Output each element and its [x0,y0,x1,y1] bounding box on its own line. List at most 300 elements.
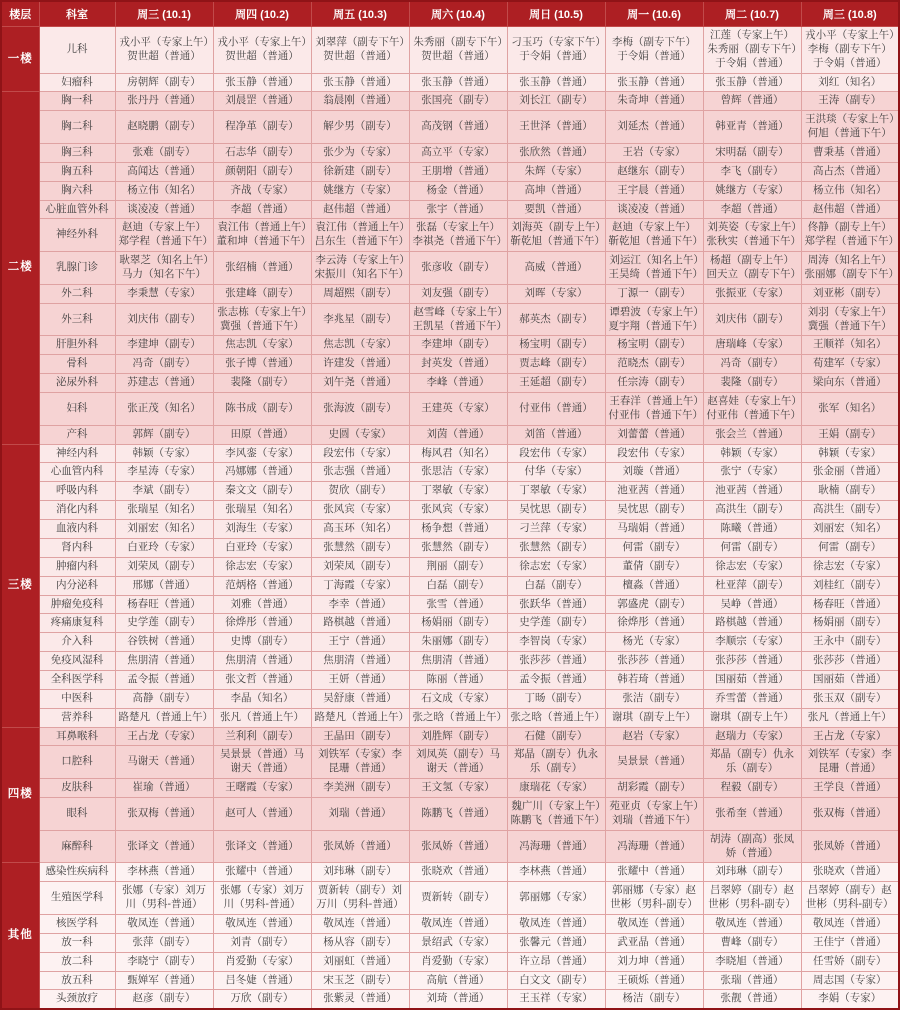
schedule-cell: 程毅（副专） [703,779,801,798]
schedule-cell: 李峰（普通） [409,374,507,393]
schedule-cell: 郝英杰（副专） [507,303,605,336]
schedule-cell: 贾新转（副专） [409,882,507,915]
department-name: 皮肤科 [39,779,115,798]
schedule-cell: 甄婵军（普通） [115,971,213,990]
schedule-cell: 翁晨刚（普通） [311,92,409,111]
department-name: 胸五科 [39,162,115,181]
schedule-cell: 王顺祥（知名） [801,336,899,355]
schedule-cell: 张难（副专） [115,144,213,163]
schedule-cell: 刘运江（知名上午）王昊绮（普通下午） [605,252,703,285]
schedule-cell: 杨光（专家） [605,633,703,652]
schedule-cell: 刘玮琳（副专） [311,863,409,882]
column-header-3: 周四 (10.2) [213,1,311,27]
schedule-cell: 张欣然（普通） [507,144,605,163]
schedule-cell: 刘庆伟（副专） [115,303,213,336]
schedule-cell: 段宏伟（专家） [311,444,409,463]
schedule-cell: 杨宝明（副专） [507,336,605,355]
department-name: 中医科 [39,689,115,708]
department-name: 消化内科 [39,501,115,520]
schedule-cell: 冯海珊（普通） [605,830,703,863]
schedule-cell: 戎小平（专家上午）贺世超（普通） [115,27,213,74]
schedule-cell: 高威（普通） [507,252,605,285]
schedule-cell: 敬凤连（普通） [115,914,213,933]
floor-label: 二楼 [1,92,39,444]
schedule-cell: 史博（副专） [213,633,311,652]
schedule-cell: 刘丽虹（普通） [311,952,409,971]
schedule-cell: 杨宝明（副专） [605,336,703,355]
table-row [1,463,899,482]
schedule-cell: 程净革（副专） [213,111,311,144]
table-row [1,111,899,144]
schedule-cell: 苑亚贞（专家上午）刘瑞（普通下午） [605,797,703,830]
schedule-cell: 刘午尧（普通） [311,374,409,393]
schedule-cell: 王占龙（专家） [115,727,213,746]
schedule-cell: 王文氢（专家） [409,779,507,798]
schedule-cell: 张风宾（专家） [409,501,507,520]
schedule-cell: 张玉静（普通） [507,73,605,92]
header-row [1,1,899,27]
department-name: 胸三科 [39,144,115,163]
schedule-cell: 吕冬婕（普通） [213,971,311,990]
schedule-cell: 谈凌凌（普通） [115,200,213,219]
schedule-cell: 李林燕（普通） [115,863,213,882]
column-header-5: 周六 (10.4) [409,1,507,27]
schedule-cell: 冯娜娜（普通） [213,463,311,482]
schedule-cell: 赵晓鹏（副专） [115,111,213,144]
department-name: 儿科 [39,27,115,74]
schedule-cell: 刘丽宏（知名） [115,520,213,539]
schedule-cell: 冯奇（副专） [115,355,213,374]
schedule-cell: 张之晗（普通上午） [409,708,507,727]
schedule-cell: 张莎莎（普通） [801,652,899,671]
schedule-cell: 丁翠敏（专家） [409,482,507,501]
schedule-cell: 郭丽娜（专家） [507,882,605,915]
schedule-cell: 王春洋（普通上午）付亚伟（普通下午） [605,393,703,426]
schedule-cell: 丁翠敏（专家） [507,482,605,501]
table-row [1,952,899,971]
department-name: 神经内科 [39,444,115,463]
table-row [1,914,899,933]
schedule-cell: 丁源一（副专） [605,284,703,303]
schedule-cell: 张振亚（专家） [703,284,801,303]
schedule-cell: 檀淼（普通） [605,576,703,595]
schedule-cell: 王妍（普通） [311,670,409,689]
schedule-cell: 裴隆（副专） [213,374,311,393]
column-header-4: 周五 (10.3) [311,1,409,27]
schedule-cell: 王世泽（普通） [507,111,605,144]
schedule-cell: 杨春旺（普通） [115,595,213,614]
schedule-cell: 张希奎（普通） [703,797,801,830]
schedule-cell: 王延超（副专） [507,374,605,393]
schedule-cell: 贾志峰（副专） [507,355,605,374]
schedule-cell: 刘蕾蕾（普通） [605,425,703,444]
schedule-cell: 杜亚萍（副专） [703,576,801,595]
schedule-cell: 杨立伟（知名） [801,181,899,200]
schedule-cell: 李智岗（专家） [507,633,605,652]
schedule-cell: 张瑞星（知名） [213,501,311,520]
schedule-cell: 赵雪峰（专家上午）王凯星（普通下午） [409,303,507,336]
schedule-cell: 徐志宏（专家） [507,557,605,576]
schedule-cell: 张娜（专家）刘万川（男科-普通） [115,882,213,915]
table-row [1,882,899,915]
department-name: 骨科 [39,355,115,374]
schedule-cell: 高占杰（普通） [801,162,899,181]
schedule-cell: 韩颖（专家） [801,444,899,463]
schedule-cell: 贾新转（副专）刘万川（男科-普通） [311,882,409,915]
schedule-cell: 张慧然（副专） [507,538,605,557]
schedule-cell: 袁江伟（普通上午）董和坤（普通下午） [213,219,311,252]
schedule-cell: 敬凤连（普通） [605,914,703,933]
schedule-cell: 魏广川（专家上午）陈鹏飞（普通下午） [507,797,605,830]
schedule-cell: 韩颖（专家） [115,444,213,463]
schedule-cell: 李幸（普通） [311,595,409,614]
schedule-cell: 刘羽（专家上午）冀强（普通下午） [801,303,899,336]
schedule-cell: 张子博（普通） [213,355,311,374]
schedule-cell: 贺欣（副专） [311,482,409,501]
schedule-cell: 张耀中（普通） [213,863,311,882]
schedule-cell: 刘晨罡（普通） [213,92,311,111]
schedule-cell: 李斌（副专） [115,482,213,501]
schedule-cell: 张凡（普通上午） [801,708,899,727]
schedule-cell: 王建英（专家） [409,393,507,426]
schedule-cell: 张晓欢（普通） [801,863,899,882]
schedule-cell: 荀建军（专家） [801,355,899,374]
schedule-cell: 刘铁军（专家）李昆珊（普通） [801,746,899,779]
schedule-cell: 刘胜辉（副专） [409,727,507,746]
schedule-cell: 丁旸（副专） [507,689,605,708]
schedule-cell: 赵瑞力（专家） [703,727,801,746]
schedule-cell: 高洪生（副专） [703,501,801,520]
schedule-cell: 张玉静（普通） [703,73,801,92]
table-row [1,797,899,830]
schedule-cell: 赵可人（普通） [213,797,311,830]
schedule-cell: 封英发（普通） [409,355,507,374]
schedule-cell: 张丹丹（普通） [115,92,213,111]
department-name: 麻醉科 [39,830,115,863]
schedule-cell: 刘璇（普通） [605,463,703,482]
schedule-cell: 范炳格（普通） [213,576,311,595]
department-name: 内分泌科 [39,576,115,595]
schedule-cell: 李建坤（副专） [115,336,213,355]
schedule-cell: 万欣（副专） [213,990,311,1009]
department-name: 神经外科 [39,219,115,252]
schedule-cell: 邢娜（普通） [115,576,213,595]
schedule-cell: 石健（副专） [507,727,605,746]
schedule-cell: 杨争想（普通） [409,520,507,539]
schedule-cell: 张玉双（副专） [801,689,899,708]
schedule-cell: 秦文文（副专） [213,482,311,501]
schedule-cell: 史学莲（副专） [115,614,213,633]
schedule-cell: 张跃华（普通） [507,595,605,614]
schedule-cell: 周涛（知名上午）张丽娜（副专下午） [801,252,899,285]
table-row [1,971,899,990]
schedule-cell: 焦朋清（普通） [115,652,213,671]
schedule-cell: 吴忱思（副专） [605,501,703,520]
schedule-cell: 任宗涛（副专） [605,374,703,393]
schedule-cell: 王晶田（副专） [311,727,409,746]
schedule-cell: 陈曦（普通） [703,520,801,539]
department-name: 核医学科 [39,914,115,933]
schedule-cell: 张军（知名） [801,393,899,426]
schedule-cell: 刘铁军（专家）李昆珊（普通） [311,746,409,779]
schedule-cell: 王涛（副专） [801,92,899,111]
schedule-cell: 张莎莎（普通） [605,652,703,671]
schedule-cell: 张洁（副专） [605,689,703,708]
table-row [1,933,899,952]
schedule-cell: 张译文（普通） [115,830,213,863]
department-name: 肿瘤免疫科 [39,595,115,614]
department-name: 妇瘤科 [39,73,115,92]
table-row [1,181,899,200]
schedule-cell: 刘红（知名） [801,73,899,92]
schedule-cell: 李兆星（副专） [311,303,409,336]
schedule-cell: 王学良（普通） [801,779,899,798]
schedule-cell: 王岩（专家） [605,144,703,163]
schedule-cell: 冯海珊（普通） [507,830,605,863]
schedule-cell: 李建坤（副专） [409,336,507,355]
schedule-cell: 徐烨彤（普通） [605,614,703,633]
schedule-cell: 张慧然（副专） [409,538,507,557]
schedule-cell: 段宏伟（专家） [605,444,703,463]
schedule-cell: 佟静（副专上午）郑学程（普通下午） [801,219,899,252]
schedule-cell: 付亚伟（普通） [507,393,605,426]
schedule-cell: 周志国（专家） [801,971,899,990]
column-header-9: 周三 (10.8) [801,1,899,27]
schedule-cell: 房朝辉（副专） [115,73,213,92]
schedule-cell: 徐烨彤（普通） [213,614,311,633]
schedule-cell: 苏建志（普通） [115,374,213,393]
table-row [1,252,899,285]
column-header-0: 楼层 [1,1,39,27]
schedule-cell: 何雷（副专） [703,538,801,557]
schedule-cell: 史学莲（副专） [507,614,605,633]
schedule-cell: 焦朋清（普通） [311,652,409,671]
schedule-cell: 张慧然（副专） [311,538,409,557]
schedule-cell: 赵岩（专家） [605,727,703,746]
table-row [1,652,899,671]
schedule-cell: 国丽茹（普通） [703,670,801,689]
department-name: 耳鼻喉科 [39,727,115,746]
schedule-cell: 景绍武（专家） [409,933,507,952]
table-row [1,162,899,181]
department-name: 胸一科 [39,92,115,111]
schedule-cell: 敬凤连（普通） [703,914,801,933]
schedule-cell: 张凤娇（普通） [409,830,507,863]
table-row [1,689,899,708]
table-row [1,863,899,882]
schedule-cell: 张之晗（普通上午） [507,708,605,727]
table-row [1,990,899,1009]
department-name: 肿瘤内科 [39,557,115,576]
schedule-cell: 高立平（专家） [409,144,507,163]
schedule-cell: 刘茵（普通） [409,425,507,444]
schedule-cell: 郑晶（副专）仇永乐（副专） [703,746,801,779]
schedule-cell: 刘长江（副专） [507,92,605,111]
table-row [1,444,899,463]
schedule-cell: 张凡（普通上午） [213,708,311,727]
schedule-cell: 耿翠芝（知名上午）马力（知名下午） [115,252,213,285]
schedule-cell: 肖爱勤（专家） [213,952,311,971]
schedule-cell: 朱奇坤（普通） [605,92,703,111]
floor-label: 三楼 [1,444,39,727]
department-name: 心血管内科 [39,463,115,482]
schedule-cell: 张瑞星（知名） [115,501,213,520]
table-row [1,830,899,863]
schedule-cell: 路楚凡（普通上午） [115,708,213,727]
schedule-cell: 肖爱勤（专家） [409,952,507,971]
schedule-cell: 齐战（专家） [213,181,311,200]
table-row [1,708,899,727]
schedule-cell: 敬凤连（普通） [409,914,507,933]
schedule-cell: 敬凤连（普通） [801,914,899,933]
schedule-cell: 李超（普通） [213,200,311,219]
schedule-cell: 宋玉芝（副专） [311,971,409,990]
table-row [1,576,899,595]
schedule-cell: 裴隆（副专） [703,374,801,393]
schedule-cell: 徐志宏（专家） [703,557,801,576]
department-name: 外二科 [39,284,115,303]
schedule-cell: 白文文（副专） [507,971,605,990]
schedule-cell: 姚继方（专家） [311,181,409,200]
schedule-cell: 高茂钢（普通） [409,111,507,144]
schedule-cell: 焦志凯（专家） [311,336,409,355]
table-row [1,670,899,689]
schedule-cell: 刘延杰（普通） [605,111,703,144]
schedule-cell: 张会兰（普通） [703,425,801,444]
schedule-cell: 张瑞（普通） [703,971,801,990]
schedule-cell: 谈凌凌（普通） [605,200,703,219]
table-row [1,520,899,539]
schedule-cell: 李秉慧（专家） [115,284,213,303]
schedule-cell: 敬凤连（普通） [507,914,605,933]
schedule-cell: 吴忱思（副专） [507,501,605,520]
schedule-cell: 张少为（专家） [311,144,409,163]
schedule-cell: 付华（专家） [507,463,605,482]
schedule-cell: 杨洁（副专） [605,990,703,1009]
schedule-cell: 王硕烁（普通） [605,971,703,990]
schedule-cell: 高坤（普通） [507,181,605,200]
schedule-cell: 刘晖（专家） [507,284,605,303]
department-name: 妇科 [39,393,115,426]
schedule-cell: 马瑞娟（普通） [605,520,703,539]
schedule-cell: 路棋越（普通） [311,614,409,633]
schedule-cell: 杨立伟（知名） [115,181,213,200]
schedule-cell: 池亚茜（普通） [605,482,703,501]
schedule-cell: 焦朋清（普通） [409,652,507,671]
schedule-cell: 朱秀丽（副专下午）贺世超（普通） [409,27,507,74]
schedule-cell: 何雷（副专） [801,538,899,557]
schedule-cell: 张正茂（知名） [115,393,213,426]
department-name: 放一科 [39,933,115,952]
table-row [1,374,899,393]
schedule-cell: 孟令振（普通） [507,670,605,689]
schedule-cell: 丁海霞（专家） [311,576,409,595]
schedule-cell: 韩亚青（普通） [703,111,801,144]
schedule-cell: 乔雪蕾（普通） [703,689,801,708]
schedule-cell: 张磊（专家上午）李祺尧（普通下午） [409,219,507,252]
schedule-cell: 高玉环（知名） [311,520,409,539]
schedule-cell: 张宁（专家） [703,463,801,482]
schedule-cell: 张耀中（普通） [605,863,703,882]
schedule-cell: 荆丽（副专） [409,557,507,576]
schedule-cell: 白亚玲（专家） [115,538,213,557]
schedule-cell: 焦朋清（普通） [213,652,311,671]
schedule-cell: 刘瑞（普通） [311,797,409,830]
schedule-cell: 高航（普通） [409,971,507,990]
schedule-cell: 刘英姿（专家上午）张秋实（普通下午） [703,219,801,252]
schedule-cell: 戎小平（专家上午）贺世超（普通） [213,27,311,74]
schedule-cell: 刘翠萍（副专下午）贺世超（普通） [311,27,409,74]
schedule-cell: 张凤娇（普通） [801,830,899,863]
schedule-cell: 范晓杰（副专） [605,355,703,374]
schedule-cell: 敬凤连（普通） [311,914,409,933]
schedule-cell: 谢琪（副专上午） [605,708,703,727]
schedule-cell: 徐志宏（专家） [801,557,899,576]
table-row [1,73,899,92]
schedule-cell: 刘凤英（副专）马谢天（普通） [409,746,507,779]
schedule-cell: 路楚凡（普通上午） [311,708,409,727]
schedule-cell: 张海波（副专） [311,393,409,426]
schedule-cell: 杨从容（副专） [311,933,409,952]
department-name: 呼吸内科 [39,482,115,501]
table-row [1,779,899,798]
schedule-cell: 李晓宁（副专） [115,952,213,971]
schedule-cell: 张雪（普通） [409,595,507,614]
table-row [1,538,899,557]
schedule-cell: 李梅（副专下午）于令娟（普通） [605,27,703,74]
department-name: 心脏血管外科 [39,200,115,219]
schedule-cell: 朱丽娜（副专） [409,633,507,652]
schedule-cell: 颜朝阳（副专） [213,162,311,181]
schedule-cell: 张彦收（副专） [409,252,507,285]
schedule-cell: 李星涛（专家） [115,463,213,482]
schedule-cell: 田原（普通） [213,425,311,444]
table-row [1,355,899,374]
department-name: 胸二科 [39,111,115,144]
schedule-cell: 张译文（普通） [213,830,311,863]
schedule-cell: 吕翠婷（副专）赵世彬（男科-副专） [801,882,899,915]
schedule-cell: 李风銮（专家） [213,444,311,463]
schedule-cell: 要凯（普通） [507,200,605,219]
schedule-cell: 谢琪（副专上午） [703,708,801,727]
schedule-cell: 王曙霞（专家） [213,779,311,798]
schedule-cell: 刘丽宏（知名） [801,520,899,539]
schedule-cell: 赵继东（副专） [605,162,703,181]
schedule-cell: 许立昂（普通） [507,952,605,971]
table-row [1,393,899,426]
schedule-cell: 刘玮琳（副专） [703,863,801,882]
department-name: 感染性疾病科 [39,863,115,882]
schedule-cell: 张萍（副专） [115,933,213,952]
floor-label: 其他 [1,863,39,1009]
schedule-cell: 王娟（副专） [801,425,899,444]
schedule-cell: 段宏伟（专家） [507,444,605,463]
schedule-cell: 赵喜娃（专家上午）付亚伟（普通下午） [703,393,801,426]
schedule-cell: 张玉静（普通） [213,73,311,92]
schedule-cell: 李林燕（普通） [507,863,605,882]
schedule-cell: 赵伟超（普通） [311,200,409,219]
schedule-cell: 张玉静（普通） [605,73,703,92]
schedule-cell: 刘海英（副专上午）靳乾旭（普通下午） [507,219,605,252]
schedule-cell: 高静（副专） [115,689,213,708]
schedule-cell: 张宇（普通） [409,200,507,219]
schedule-cell: 李超（普通） [703,200,801,219]
department-name: 疼痛康复科 [39,614,115,633]
schedule-cell: 孟令振（普通） [115,670,213,689]
schedule-cell: 胡彩霞（副专） [605,779,703,798]
department-name: 营养科 [39,708,115,727]
schedule-cell: 王佳宁（普通） [801,933,899,952]
